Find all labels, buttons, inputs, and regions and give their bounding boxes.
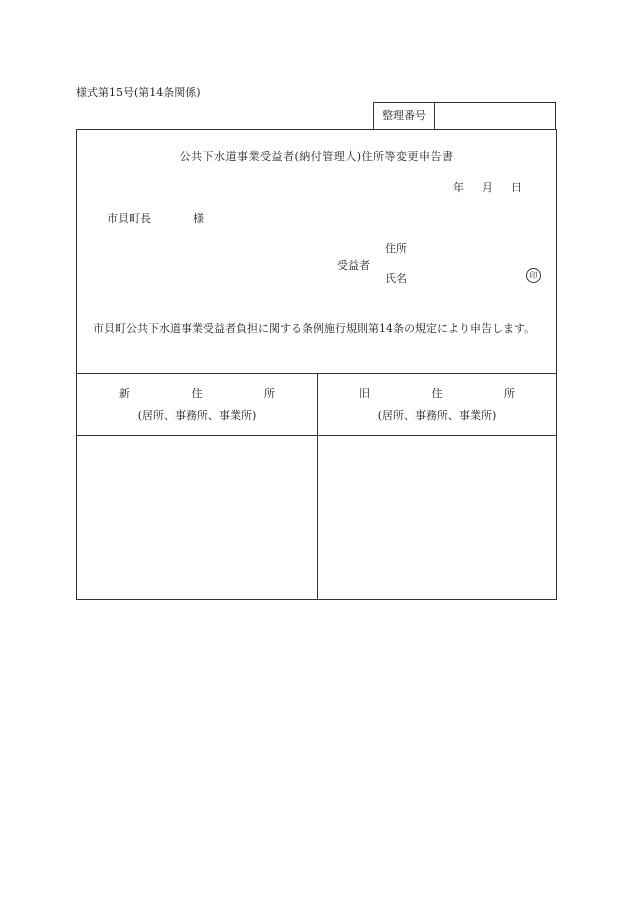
old-address-heading-char: 所 [504,387,515,400]
new-address-heading-char: 新 [119,387,130,400]
beneficiary-label: 受益者 [337,259,370,272]
new-address-field[interactable] [77,436,316,600]
addressee-name: 市貝町長 [107,212,151,225]
addressee [107,210,204,226]
declaration-text: 市貝町公共下水道事業受益者負担に関する条例施行規則第14条の規定により申告します。 [93,322,536,335]
date-year: 年 [453,181,464,194]
form-number: 様式第15号(第14条関係) [76,86,201,99]
date-month: 月 [482,181,493,194]
reference-number-label: 整理番号 [374,103,435,129]
form-title: 公共下水道事業受益者(納付管理人)住所等変更申告書 [179,150,454,163]
seal-mark: 印 [526,268,541,283]
old-address-heading-char: 旧 [359,387,370,400]
new-address-heading-char: 所 [264,387,275,400]
new-address-heading-char: 住 [191,387,203,400]
reference-number-field[interactable] [435,103,555,129]
beneficiary-address-label[interactable]: 住所 [385,242,407,255]
new-address-header [77,385,317,423]
date-day: 日 [511,181,522,194]
old-address-header [317,385,557,423]
reference-number-box [373,102,556,130]
date-line[interactable] [435,179,522,195]
old-address-heading-char: 住 [431,387,443,400]
old-address-subheading: (居所、事務所、事業所) [377,409,497,422]
form-body [76,129,557,600]
new-address-subheading: (居所、事務所、事業所) [137,409,257,422]
beneficiary-name-label[interactable]: 氏名 [385,272,407,285]
addressee-honorific: 様 [193,212,204,225]
old-address-field[interactable] [318,436,557,600]
